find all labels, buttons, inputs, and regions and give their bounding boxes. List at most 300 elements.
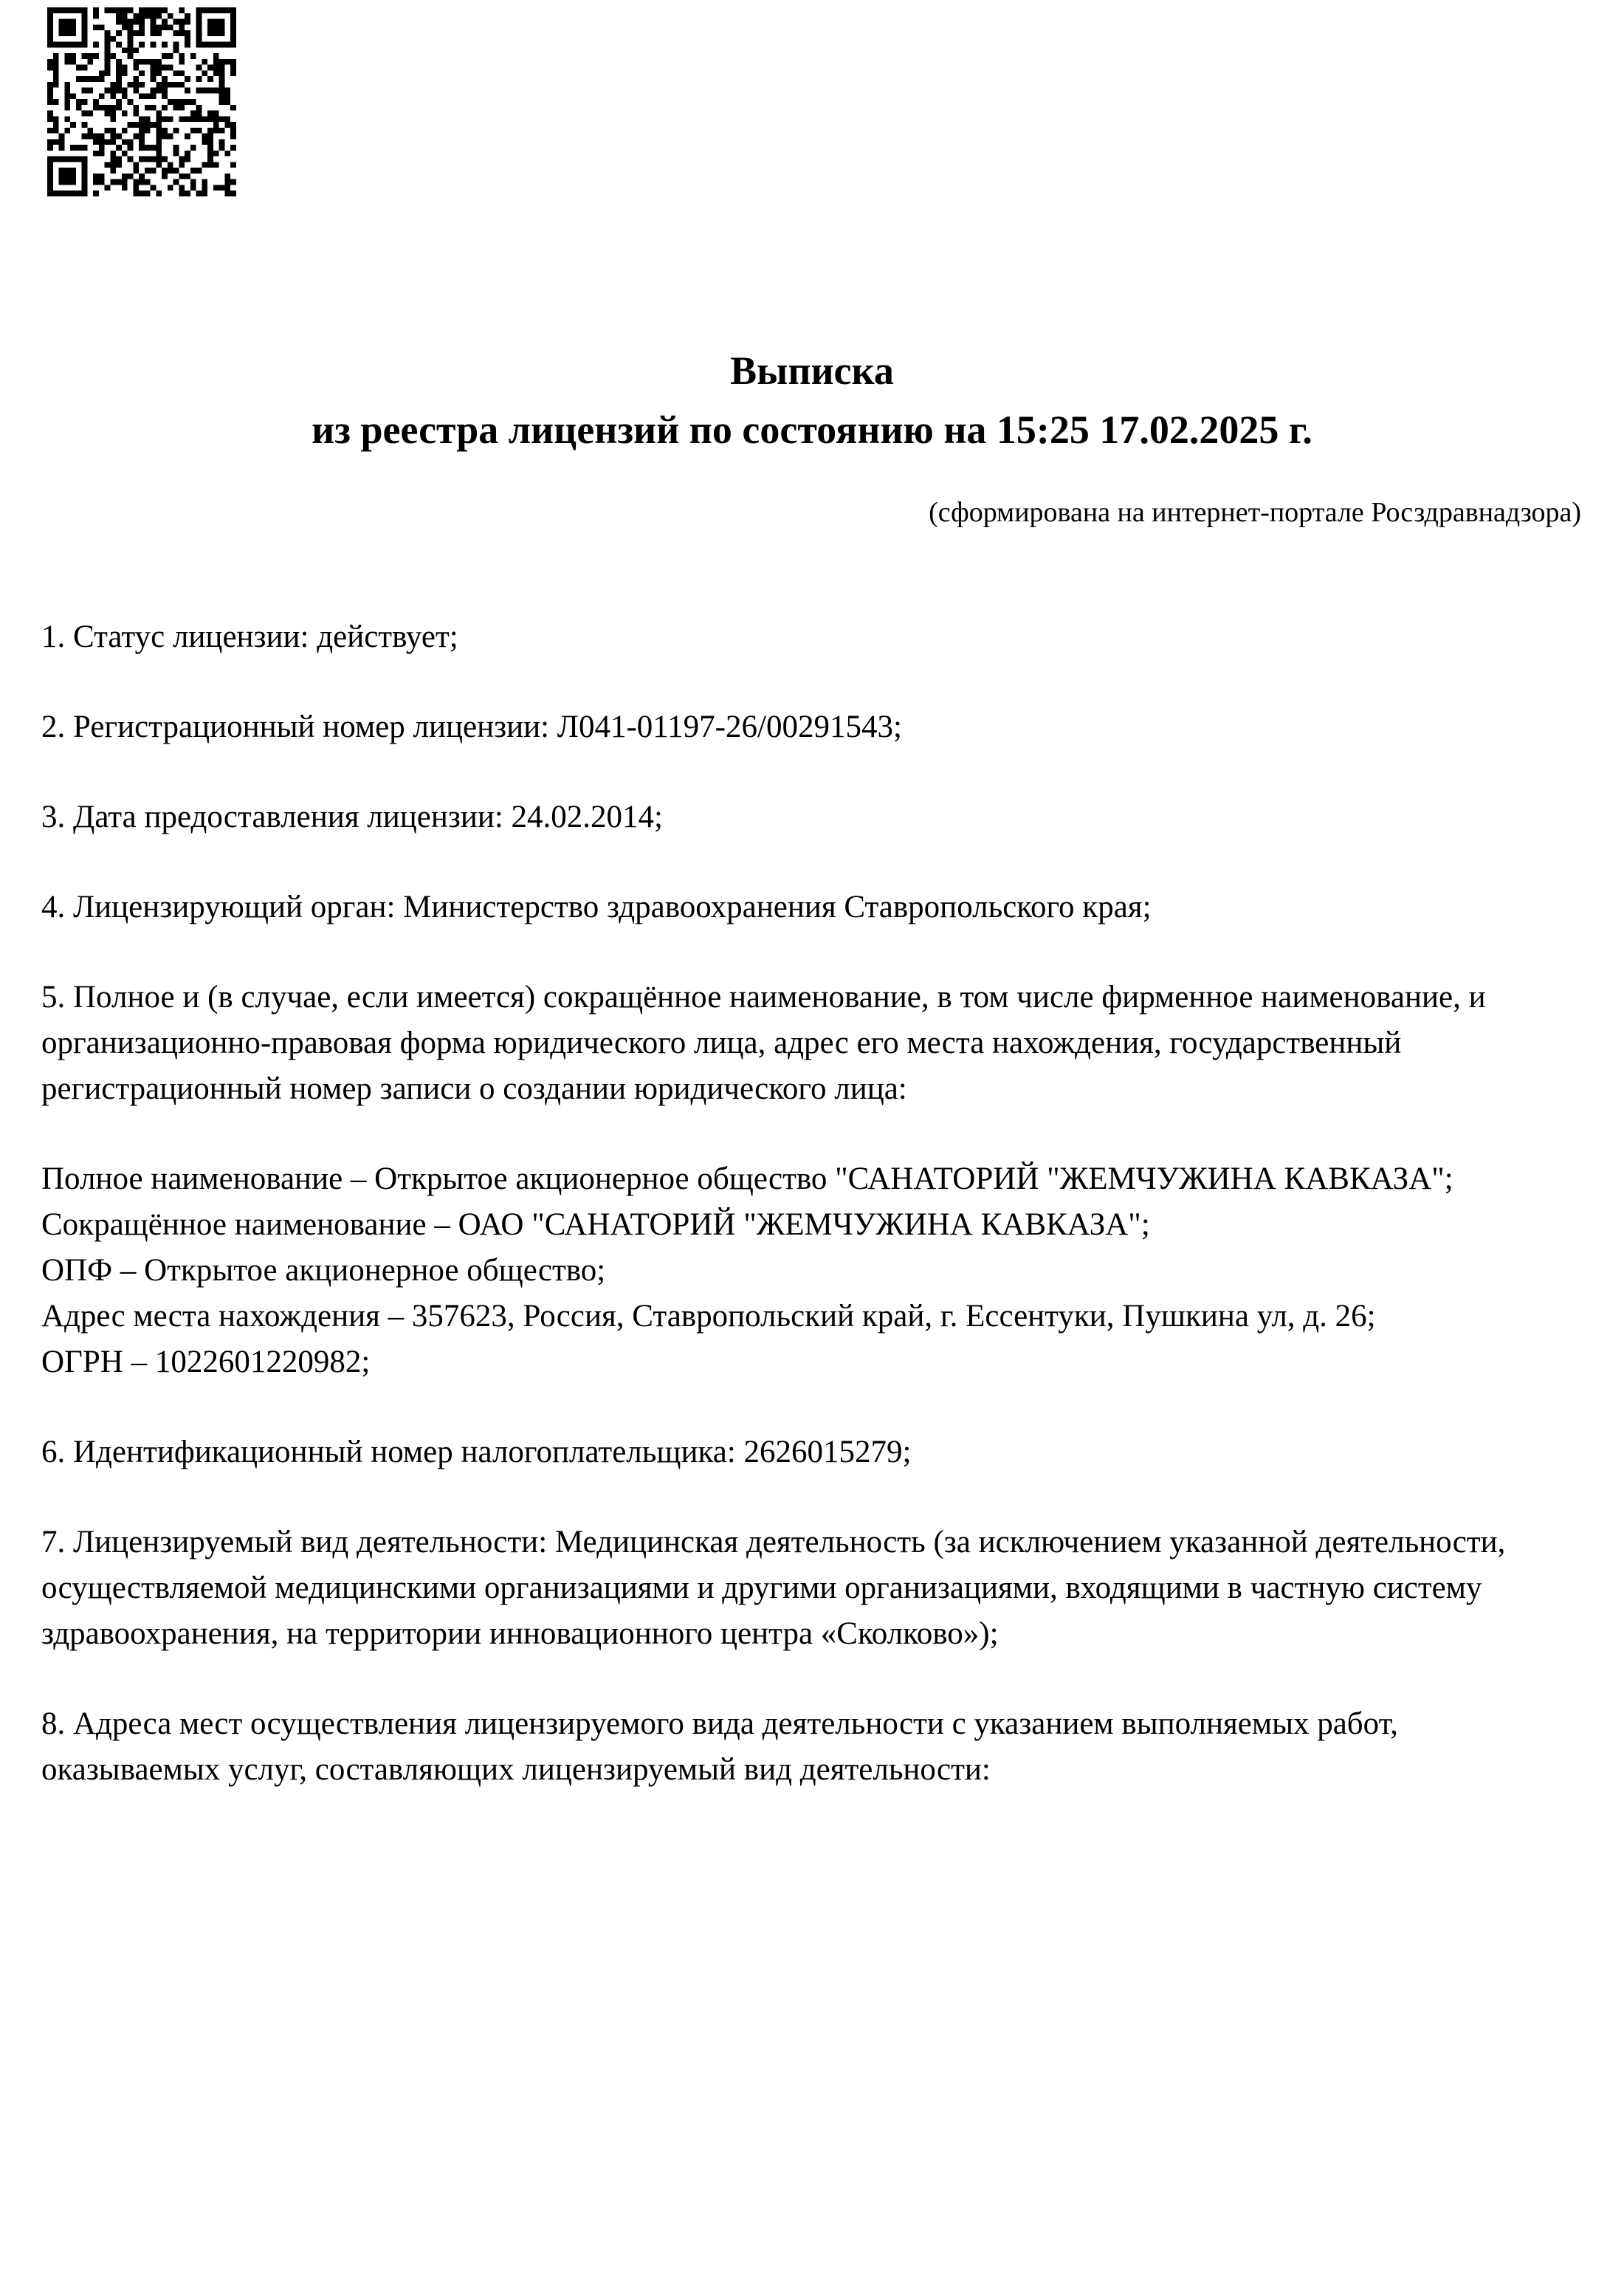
qr-module	[53, 128, 59, 134]
qr-module	[47, 128, 53, 134]
qr-module	[230, 65, 236, 71]
qr-module	[202, 134, 207, 140]
qr-module	[122, 47, 128, 53]
qr-module	[133, 13, 139, 19]
qr-module	[219, 7, 225, 13]
qr-module	[105, 70, 111, 76]
qr-module	[190, 145, 196, 151]
qr-module	[213, 24, 219, 30]
qr-module	[213, 111, 219, 117]
qr-module	[213, 128, 219, 134]
qr-module	[224, 88, 230, 94]
qr-module	[133, 65, 139, 71]
qr-module	[224, 116, 230, 122]
qr-module	[168, 134, 173, 140]
qr-module	[82, 24, 88, 30]
qr-module	[219, 30, 225, 36]
qr-module	[173, 82, 179, 88]
qr-module	[47, 145, 53, 151]
qr-module	[99, 24, 105, 30]
qr-module	[70, 174, 76, 179]
qr-module	[128, 24, 134, 30]
qr-module	[230, 36, 236, 42]
qr-module	[59, 145, 65, 151]
qr-module	[179, 157, 185, 162]
qr-module	[116, 59, 122, 65]
qr-module	[82, 157, 88, 162]
qr-module	[59, 139, 65, 145]
qr-module	[162, 19, 168, 25]
qr-module	[70, 179, 76, 185]
qr-module	[93, 134, 99, 140]
qr-module	[139, 82, 145, 88]
qr-module	[110, 116, 116, 122]
qr-module	[70, 7, 76, 13]
qr-module	[139, 7, 145, 13]
qr-module	[128, 36, 134, 42]
qr-module	[53, 53, 59, 59]
qr-module	[162, 76, 168, 82]
qr-module	[47, 191, 53, 196]
qr-module	[224, 93, 230, 99]
license-status: 1. Статус лицензии: действует;	[41, 620, 458, 654]
qr-module	[224, 59, 230, 65]
qr-module	[47, 19, 53, 25]
qr-module	[230, 179, 236, 185]
qr-module	[53, 76, 59, 82]
qr-module	[110, 151, 116, 157]
qr-module	[139, 128, 145, 134]
qr-module	[70, 59, 76, 65]
qr-module	[162, 128, 168, 134]
qr-module	[139, 13, 145, 19]
qr-module	[64, 53, 70, 59]
qr-module	[145, 157, 151, 162]
qr-module	[156, 7, 162, 13]
qr-module	[207, 24, 213, 30]
qr-module	[139, 42, 145, 48]
qr-module	[116, 179, 122, 185]
qr-module	[219, 145, 225, 151]
qr-module	[99, 134, 105, 140]
qr-module	[110, 111, 116, 117]
qr-module	[207, 116, 213, 122]
qr-module	[93, 24, 99, 30]
qr-module	[179, 24, 185, 30]
qr-module	[230, 128, 236, 134]
qr-module	[87, 88, 93, 94]
qr-module	[196, 105, 202, 111]
qr-module	[196, 111, 202, 117]
licensed-activity: 7. Лицензируемый вид деятельности: Медицинская деятельность (за исключением указанной деятельности, осуществляемой медицинскими организациями и другими организациями, входящими в частную систему здравоохранения, на территории инновационного центра «Сколково»);	[41, 1525, 1506, 1651]
qr-module	[47, 157, 53, 162]
qr-module	[151, 93, 156, 99]
qr-module	[156, 134, 162, 140]
qr-module	[139, 59, 145, 65]
qr-module	[64, 24, 70, 30]
qr-module	[93, 191, 99, 196]
qr-module	[179, 162, 185, 168]
qr-module	[139, 191, 145, 196]
qr-module	[105, 88, 111, 94]
qr-module	[47, 139, 53, 145]
qr-module	[145, 93, 151, 99]
qr-module	[219, 185, 225, 191]
qr-module	[93, 174, 99, 179]
qr-module	[133, 134, 139, 140]
qr-module	[47, 24, 53, 30]
qr-module	[105, 7, 111, 13]
qr-module	[151, 185, 156, 191]
qr-module	[219, 82, 225, 88]
qr-module	[128, 122, 134, 128]
qr-module	[99, 139, 105, 145]
qr-module	[122, 179, 128, 185]
qr-module	[122, 7, 128, 13]
qr-module	[156, 128, 162, 134]
qr-module	[156, 88, 162, 94]
qr-module	[179, 30, 185, 36]
qr-module	[156, 116, 162, 122]
qr-module	[133, 82, 139, 88]
qr-module	[99, 151, 105, 157]
qr-module	[82, 19, 88, 25]
qr-module	[202, 59, 207, 65]
qr-module	[133, 168, 139, 174]
qr-module	[64, 82, 70, 88]
qr-module	[196, 42, 202, 48]
qr-module	[53, 7, 59, 13]
qr-module	[116, 30, 122, 36]
qr-module	[133, 191, 139, 196]
organization-opf: ОПФ – Открытое акционерное общество;	[41, 1253, 606, 1288]
qr-module	[156, 70, 162, 76]
qr-module	[185, 151, 190, 157]
qr-module	[122, 174, 128, 179]
qr-module	[47, 36, 53, 42]
qr-module	[128, 42, 134, 48]
qr-module	[156, 65, 162, 71]
qr-module	[53, 191, 59, 196]
document-subtitle: из реестра лицензий по состоянию на 15:25 17.02.2025 г.	[312, 408, 1312, 452]
qr-module	[64, 93, 70, 99]
qr-module	[168, 82, 173, 88]
qr-module	[185, 36, 190, 42]
qr-module	[139, 70, 145, 76]
qr-module	[151, 7, 156, 13]
qr-module	[162, 65, 168, 71]
qr-module	[213, 19, 219, 25]
qr-module	[202, 185, 207, 191]
qr-module	[76, 191, 82, 196]
qr-module	[185, 134, 190, 140]
qr-module	[116, 19, 122, 25]
qr-module	[82, 65, 88, 71]
qr-module	[196, 36, 202, 42]
qr-module	[168, 24, 173, 30]
qr-module	[82, 134, 88, 140]
qr-module	[128, 139, 134, 145]
qr-module	[128, 82, 134, 88]
qr-module	[145, 13, 151, 19]
qr-module	[139, 134, 145, 140]
qr-module	[173, 168, 179, 174]
qr-module	[53, 116, 59, 122]
qr-code	[47, 7, 236, 196]
qr-module	[230, 7, 236, 13]
qr-module	[110, 162, 116, 168]
qr-module	[173, 99, 179, 105]
qr-module	[87, 134, 93, 140]
license-issue-date: 3. Дата предоставления лицензии: 24.02.2014;	[41, 800, 663, 834]
qr-module	[122, 65, 128, 71]
qr-module	[162, 53, 168, 59]
qr-module	[196, 116, 202, 122]
qr-module	[105, 59, 111, 65]
qr-module	[139, 19, 145, 25]
qr-module	[168, 65, 173, 71]
qr-module	[156, 191, 162, 196]
source-note: (сформирована на интернет-портале Росздравнадзора)	[929, 497, 1581, 528]
qr-module	[47, 116, 53, 122]
qr-module	[64, 88, 70, 94]
qr-module	[207, 19, 213, 25]
qr-module	[64, 105, 70, 111]
qr-module	[145, 179, 151, 185]
qr-module	[190, 53, 196, 59]
qr-module	[76, 157, 82, 162]
qr-module	[145, 122, 151, 128]
qr-module	[162, 157, 168, 162]
qr-module	[64, 157, 70, 162]
qr-module	[93, 13, 99, 19]
qr-module	[53, 42, 59, 48]
qr-module	[47, 168, 53, 174]
qr-module	[59, 24, 65, 30]
qr-module	[82, 7, 88, 13]
qr-module	[116, 145, 122, 151]
qr-module	[116, 70, 122, 76]
qr-module	[173, 19, 179, 25]
qr-module	[230, 162, 236, 168]
qr-module	[145, 59, 151, 65]
qr-module	[105, 185, 111, 191]
qr-module	[122, 151, 128, 157]
qr-module	[53, 82, 59, 88]
qr-module	[168, 162, 173, 168]
qr-module	[230, 13, 236, 19]
qr-module	[190, 99, 196, 105]
qr-module	[213, 30, 219, 36]
qr-module	[116, 88, 122, 94]
organization-ogrn: ОГРН – 1022601220982;	[41, 1345, 371, 1379]
qr-module	[93, 76, 99, 82]
qr-module	[128, 7, 134, 13]
qr-module	[202, 191, 207, 196]
qr-module	[162, 134, 168, 140]
qr-module	[53, 59, 59, 65]
qr-module	[224, 185, 230, 191]
qr-module	[59, 157, 65, 162]
qr-module	[128, 30, 134, 36]
qr-module	[128, 53, 134, 59]
qr-module	[122, 88, 128, 94]
qr-module	[47, 93, 53, 99]
qr-module	[230, 59, 236, 65]
qr-module	[99, 76, 105, 82]
qr-module	[219, 139, 225, 145]
qr-module	[116, 105, 122, 111]
qr-module	[219, 70, 225, 76]
qr-module	[105, 53, 111, 59]
qr-module	[185, 157, 190, 162]
qr-module	[64, 59, 70, 65]
qr-module	[93, 53, 99, 59]
qr-module	[47, 179, 53, 185]
qr-module	[207, 7, 213, 13]
qr-module	[202, 116, 207, 122]
qr-module	[87, 53, 93, 59]
qr-module	[47, 13, 53, 19]
qr-module	[185, 116, 190, 122]
qr-module	[93, 105, 99, 111]
license-authority: 4. Лицензирующий орган: Министерство здравоохранения Ставропольского края;	[41, 890, 1152, 924]
qr-module	[230, 19, 236, 25]
qr-module	[219, 88, 225, 94]
qr-module	[173, 105, 179, 111]
qr-module	[82, 36, 88, 42]
qr-module	[133, 47, 139, 53]
qr-module	[128, 157, 134, 162]
qr-module	[179, 59, 185, 65]
qr-module	[76, 7, 82, 13]
qr-module	[87, 76, 93, 82]
qr-module	[156, 139, 162, 145]
qr-module	[207, 151, 213, 157]
qr-module	[82, 53, 88, 59]
qr-module	[99, 70, 105, 76]
qr-module	[105, 42, 111, 48]
qr-module	[59, 191, 65, 196]
qr-module	[133, 179, 139, 185]
qr-module	[139, 30, 145, 36]
qr-module	[168, 53, 173, 59]
qr-module	[110, 88, 116, 94]
qr-module	[139, 157, 145, 162]
qr-module	[82, 88, 88, 94]
qr-module	[185, 191, 190, 196]
qr-module	[70, 53, 76, 59]
qr-module	[53, 157, 59, 162]
qr-module	[99, 93, 105, 99]
qr-module	[168, 116, 173, 122]
qr-module	[47, 30, 53, 36]
qr-module	[53, 99, 59, 105]
qr-module	[116, 65, 122, 71]
qr-module	[70, 157, 76, 162]
qr-module	[110, 168, 116, 174]
qr-module	[156, 151, 162, 157]
qr-module	[133, 76, 139, 82]
qr-module	[173, 151, 179, 157]
qr-module	[185, 88, 190, 94]
qr-module	[110, 93, 116, 99]
qr-module	[196, 191, 202, 196]
qr-module	[179, 70, 185, 76]
qr-module	[151, 19, 156, 25]
qr-module	[213, 116, 219, 122]
qr-module	[82, 168, 88, 174]
qr-module	[202, 42, 207, 48]
qr-module	[64, 30, 70, 36]
qr-module	[59, 179, 65, 185]
qr-module	[139, 139, 145, 145]
qr-module	[162, 82, 168, 88]
qr-module	[64, 128, 70, 134]
qr-module	[224, 179, 230, 185]
qr-module	[110, 128, 116, 134]
qr-module	[207, 88, 213, 94]
qr-module	[162, 93, 168, 99]
qr-module	[82, 122, 88, 128]
qr-module	[190, 168, 196, 174]
qr-module	[190, 128, 196, 134]
qr-module	[219, 128, 225, 134]
qr-module	[179, 99, 185, 105]
qr-module	[53, 70, 59, 76]
qr-module	[47, 185, 53, 191]
qr-module	[47, 99, 53, 105]
qr-module	[156, 30, 162, 36]
qr-module	[133, 19, 139, 25]
qr-module	[151, 30, 156, 36]
qr-module	[59, 7, 65, 13]
qr-module	[128, 47, 134, 53]
qr-module	[219, 19, 225, 25]
qr-module	[219, 76, 225, 82]
qr-module	[196, 128, 202, 134]
qr-module	[151, 24, 156, 30]
qr-module	[122, 19, 128, 25]
qr-module	[116, 162, 122, 168]
qr-module	[179, 53, 185, 59]
qr-module	[185, 174, 190, 179]
qr-module	[105, 111, 111, 117]
qr-module	[76, 65, 82, 71]
qr-module	[82, 13, 88, 19]
qr-module	[93, 7, 99, 13]
qr-module	[196, 19, 202, 25]
qr-module	[93, 151, 99, 157]
qr-module	[213, 59, 219, 65]
qr-module	[207, 139, 213, 145]
qr-module	[145, 145, 151, 151]
qr-module	[207, 111, 213, 117]
qr-module	[64, 191, 70, 196]
qr-module	[213, 185, 219, 191]
qr-module	[230, 191, 236, 196]
qr-module	[151, 105, 156, 111]
qr-module	[70, 24, 76, 30]
qr-module	[219, 65, 225, 71]
qr-module	[190, 116, 196, 122]
qr-module	[173, 47, 179, 53]
qr-module	[82, 76, 88, 82]
organization-details	[41, 1156, 1577, 1385]
qr-module	[82, 162, 88, 168]
qr-module	[156, 24, 162, 30]
qr-module	[99, 174, 105, 179]
